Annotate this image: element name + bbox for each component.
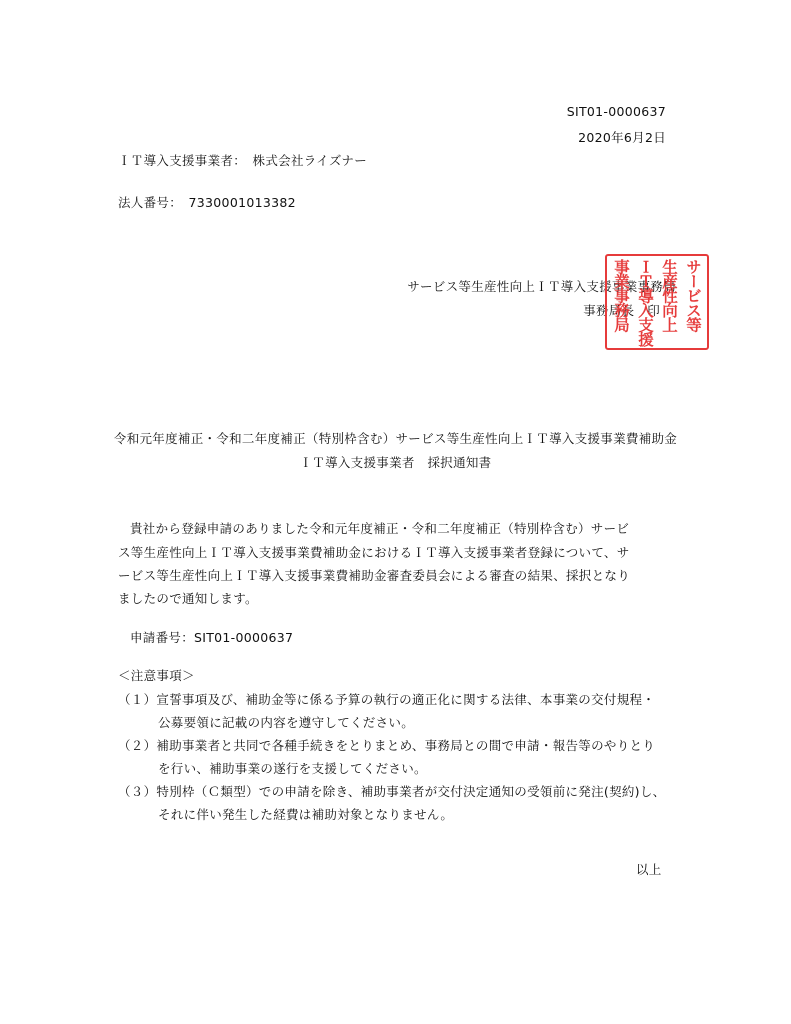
closing-mark: 以上 (636, 862, 662, 877)
document-number: SIT01-0000637 (566, 104, 666, 119)
document-title-line-2: ＩＴ導入支援事業者 採択通知書 (299, 455, 492, 470)
body-line: ス等生産性向上ＩＴ導入支援事業費補助金におけるＩＴ導入支援事業者登録について、サ (118, 545, 630, 560)
note-item-1-line-1: （１）宣誓事項及び、補助金等に係る予算の執行の適正化に関する法律、本事業の交付規程・ (118, 692, 656, 707)
issuer-office: サービス等生産性向上ＩＴ導入支援事業事務局 (407, 279, 676, 294)
issuer-title: 事務局長 印 (583, 303, 660, 318)
body-line: 貴社から登録申請のありました令和元年度補正・令和二年度補正（特別枠含む）サービ (130, 521, 630, 536)
application-number: 申請番号：SIT01-0000637 (130, 630, 294, 645)
note-item-1-line-2: 公募要領に記載の内容を遵守してください。 (158, 715, 415, 730)
note-item-2-line-1: （２）補助事業者と共同で各種手続きをとりまとめ、事務局との間で申請・報告等のやりとり (118, 738, 656, 753)
seal-column-2: 生産性向上 (660, 259, 678, 332)
official-seal (605, 254, 709, 350)
seal-column-1: サービス等 (684, 259, 702, 332)
document-title-line-1: 令和元年度補正・令和二年度補正（特別枠含む）サービス等生産性向上ＩＴ導入支援事業費補助金 (113, 431, 678, 446)
notes-heading: ＜注意事項＞ (118, 668, 195, 683)
note-item-3-line-1: （３）特別枠（Ｃ類型）での申請を除き、補助事業者が交付決定通知の受領前に発注(契約)し、 (118, 784, 666, 799)
note-item-3-line-2: それに伴い発生した経費は補助対象となりません。 (158, 807, 454, 822)
body-line: ましたので通知します。 (118, 591, 258, 606)
seal-column-3: ＩＴ導入支援 (636, 259, 654, 346)
corporate-number: 法人番号： 7330001013382 (118, 195, 296, 210)
recipient-line: ＩＴ導入支援事業者： 株式会社ライズナー (118, 153, 368, 168)
document-date: 2020年6月2日 (578, 130, 666, 145)
body-line: ービス等生産性向上ＩＴ導入支援事業費補助金審査委員会による審査の結果、採択となり (118, 568, 631, 583)
note-item-2-line-2: を行い、補助事業の遂行を支援してください。 (158, 761, 427, 776)
seal-column-4: 事業事務局 (612, 259, 630, 332)
